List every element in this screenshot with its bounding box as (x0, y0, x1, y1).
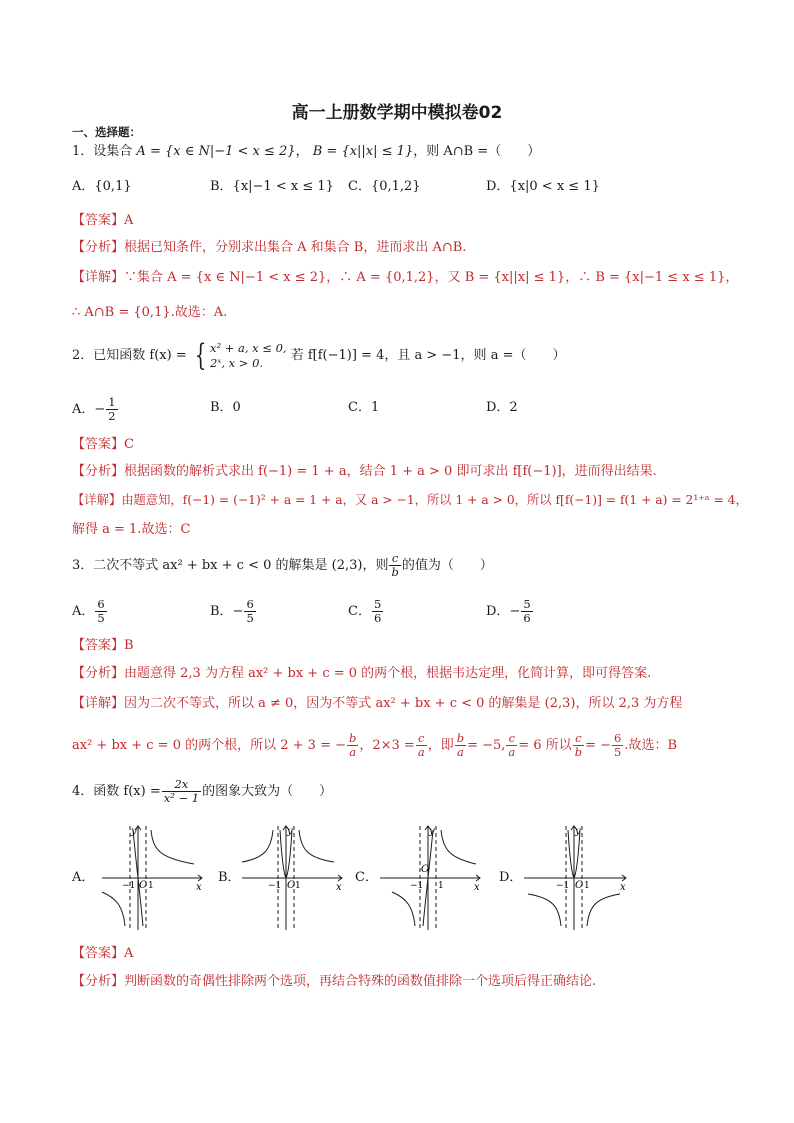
origin-label: O (139, 880, 148, 891)
q3-detail-line2: ax² + bx + c = 0 的两个根，所以 2 + 3 = − $\frac{b}{a}$ ，2×3 = $\frac{c}{a}$ ，即 $\frac{b}{a}$ = −5, $\frac{c}{a}$ = 6 所以 $\frac{c}{b}$ = − $\frac{6}{5}$ .故选：B (72, 731, 678, 759)
piecewise-brace: { (194, 337, 207, 373)
curve-right (151, 830, 194, 864)
svg-text:O: O (287, 880, 296, 891)
q4-graph-b-label: B． (218, 870, 241, 885)
svg-text:y: y (575, 826, 581, 837)
q2-option-b: B．0 (210, 400, 241, 415)
svg-text:y: y (287, 826, 293, 837)
svg-text:1: 1 (584, 881, 590, 891)
tick-pos: 1 (148, 881, 154, 891)
q4-graph-a-label: A． (72, 870, 95, 885)
svg-text:−1: −1 (556, 881, 570, 891)
q2-detail-line1: 【详解】由题意知，f(−1) = (−1)² + a = 1 + a，又 a > −1，所以 1 + a > 0，所以 f[f(−1)] = f(1 + a) = 2¹⁺ᵃ = 4， (72, 493, 748, 507)
svg-text:−1: −1 (410, 881, 424, 891)
svg-text:1: 1 (295, 881, 301, 891)
q4-answer: 【答案】A (72, 946, 134, 961)
q2-detail-line2: 解得 a = 1.故选：C (72, 522, 191, 537)
q3-answer: 【答案】B (72, 638, 134, 653)
q3-option-b: B．− $\frac{6}{5}$ (210, 597, 254, 625)
q4-graph-b (238, 822, 348, 934)
q2-option-c: C．1 (348, 400, 380, 415)
q2-answer: 【答案】C (72, 437, 134, 452)
q3-stem: 3．二次不等式 ax² + bx + c < 0 的解集是 (2,3)，则 $\frac{c}{b}$ 的值为（ ） (72, 551, 493, 579)
piecewise-definition: x² + a, x ≤ 0, 2ˣ, x > 0. (209, 340, 287, 370)
q1-option-b: B．{x|−1 < x ≤ 1} (210, 179, 334, 194)
svg-text:x: x (474, 882, 480, 893)
q1-option-d: D．{x|0 < x ≤ 1} (486, 179, 600, 194)
svg-text:x: x (336, 882, 342, 893)
q4-graph-d (520, 822, 632, 934)
q4-analysis: 【分析】判断函数的奇偶性排除两个选项，再结合特殊的函数值排除一个选项后得正确结论. (72, 974, 597, 989)
q2-option-a: A．− $\frac{1}{2}$ (72, 395, 116, 423)
q1-detail-line1: 【详解】∵集合 A = {x ∈ N|−1 < x ≤ 2}，∴ A = {0,1,2}，又 B = {x||x| ≤ 1}，∴ B = {x|−1 ≤ x ≤ 1}， (72, 270, 739, 285)
q4-graph-c (376, 822, 486, 934)
q3-option-c: C． $\frac{5}{6}$ (348, 597, 382, 625)
q1-analysis: 【分析】根据已知条件，分别求出集合 A 和集合 B，进而求出 A∩B. (72, 240, 467, 255)
q1-option-a: A．{0,1} (72, 179, 132, 194)
q4-stem: 4．函数 f(x) = $\frac{2x}{\text{x² − 1}}$ 的图象大致为（ ） (72, 777, 333, 805)
svg-text:O: O (421, 864, 430, 875)
q3-analysis: 【分析】由题意得 2,3 为方程 ax² + bx + c = 0 的两个根，根据韦达定理，化简计算，即可得答案. (72, 666, 652, 681)
svg-text:−1: −1 (268, 881, 282, 891)
x-label: x (196, 882, 202, 893)
svg-text:x: x (620, 882, 626, 893)
svg-text:1: 1 (438, 881, 444, 891)
svg-text:y: y (429, 826, 435, 837)
svg-text:O: O (575, 880, 584, 891)
q3-option-a: A． $\frac{6}{5}$ (72, 597, 105, 625)
q4-graph-a (98, 822, 208, 934)
q1-stem: 1．设集合 A = {x ∈ N|−1 < x ≤ 2}， B = {x||x| ≤ 1}，则 A∩B =（ ） (72, 144, 541, 159)
q4-graph-c-label: C． (355, 870, 378, 885)
section-heading: 一、选择题： (72, 125, 141, 139)
q1-answer: 【答案】A (72, 213, 134, 228)
q1-option-c: C．{0,1,2} (348, 179, 421, 194)
curve-left (102, 892, 125, 926)
y-label: y (131, 826, 137, 837)
q1-detail-line2: ∴ A∩B = {0,1}.故选：A. (72, 305, 228, 320)
q2-stem: 2．已知函数 f(x) = { x² + a, x ≤ 0, 2ˣ, x > 0. 若 f[f(−1)] = 4，且 a > −1，则 a =（ ） (72, 337, 566, 373)
q2-analysis: 【分析】根据函数的解析式求出 f(−1) = 1 + a，结合 1 + a > 0 即可求出 f[f(−1)]，进而得出结果. (72, 464, 657, 479)
tick-neg: −1 (122, 881, 136, 891)
q3-detail-line1: 【详解】因为二次不等式，所以 a ≠ 0，因为不等式 ax² + bx + c < 0 的解集是 (2,3)，所以 2,3 为方程 (72, 696, 683, 711)
q3-option-d: D．− $\frac{5}{6}$ (486, 597, 531, 625)
q4-graph-d-label: D． (499, 870, 523, 885)
page-title: 高一上册数学期中模拟卷02 (291, 103, 503, 123)
q2-option-d: D．2 (486, 400, 518, 415)
